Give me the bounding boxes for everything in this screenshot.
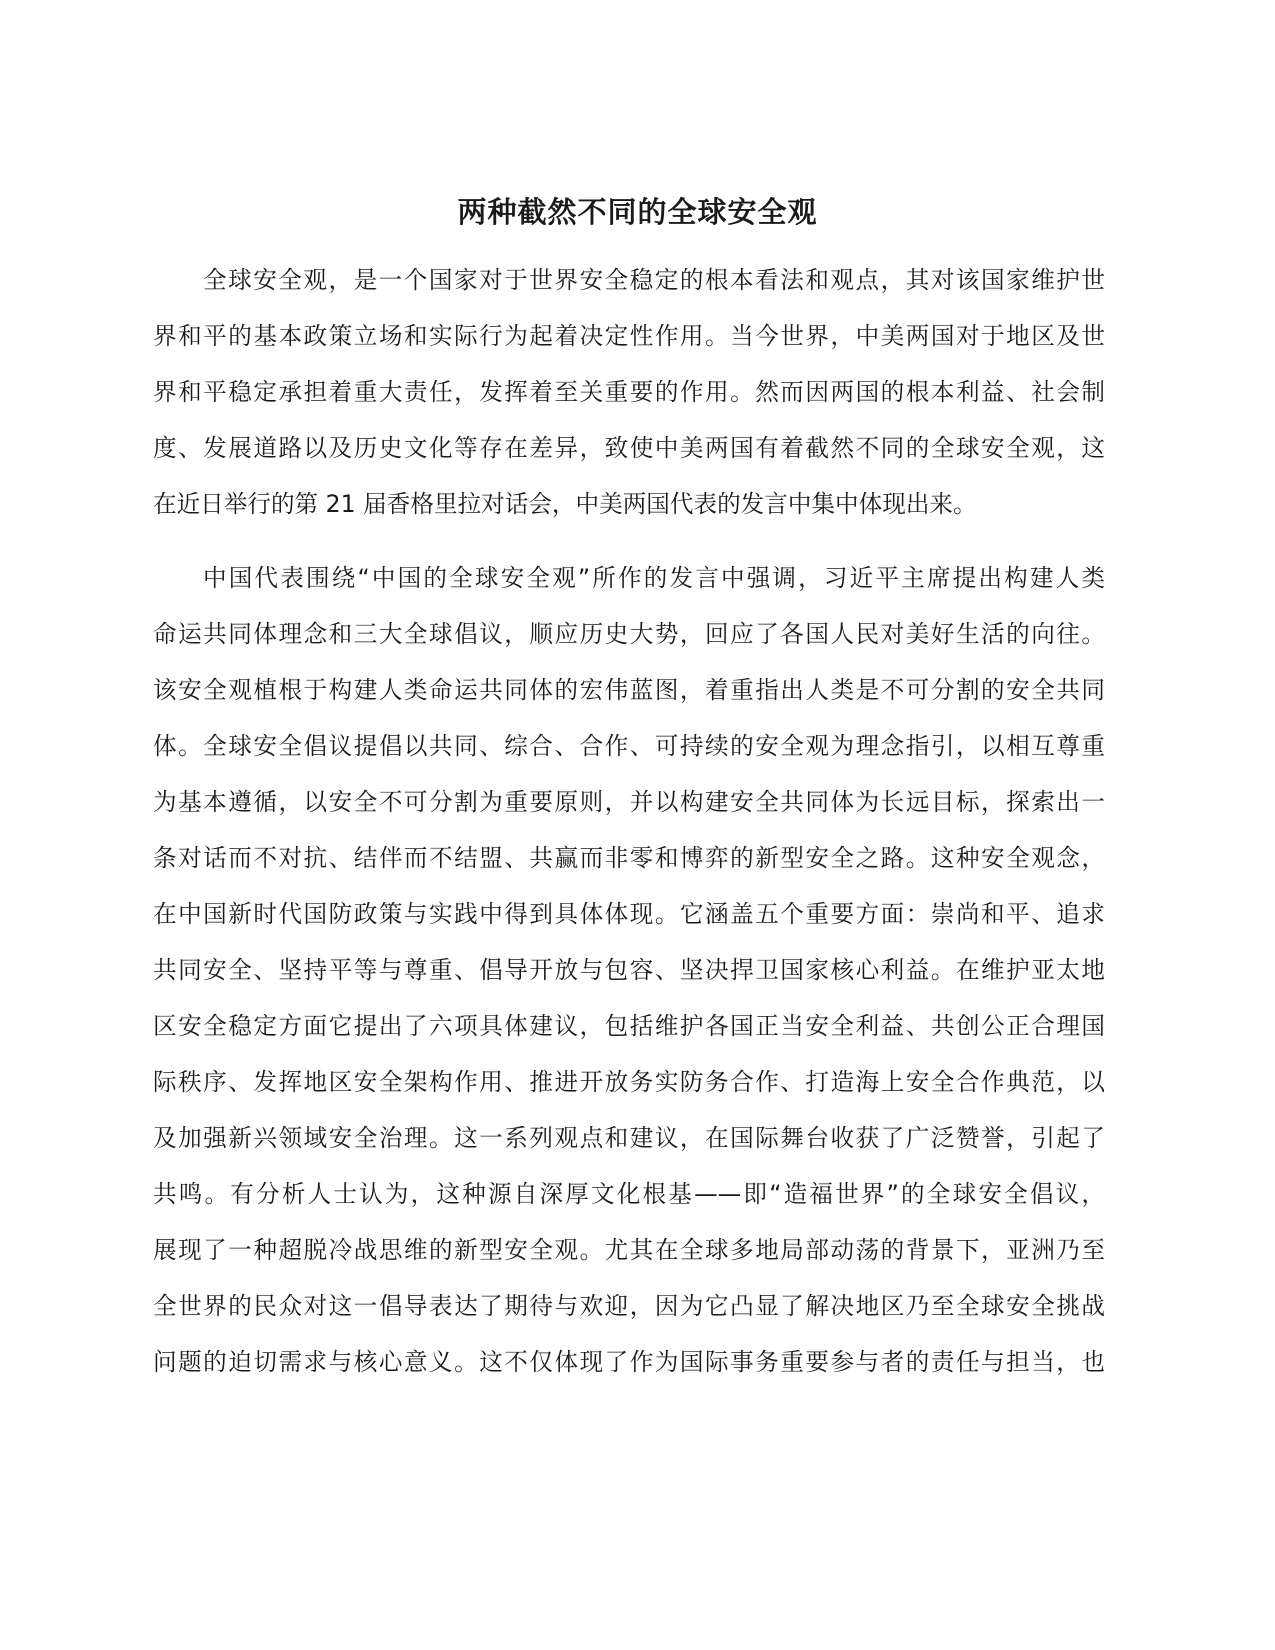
paragraph-2-line-8: 共同安全、坚持平等与尊重、倡导开放与包容、坚决捍卫国家核心利益。在维护亚太地	[153, 956, 1105, 984]
paragraph-1-line-2: 界和平的基本政策立场和实际行为起着决定性作用。当今世界，中美两国对于地区及世	[153, 322, 1105, 350]
paragraph-2-line-1: 中国代表围绕“中国的全球安全观”所作的发言中强调，习近平主席提出构建人类	[203, 564, 1105, 592]
paragraph-2-line-11: 及加强新兴领域安全治理。这一系列观点和建议，在国际舞台收获了广泛赞誉，引起了	[153, 1124, 1105, 1152]
paragraph-2-line-13: 展现了一种超脱冷战思维的新型安全观。尤其在全球多地局部动荡的背景下，亚洲乃至	[153, 1236, 1105, 1264]
paragraph-2-line-6: 条对话而不对抗、结伴而不结盟、共赢而非零和博弈的新型安全之路。这种安全观念，	[153, 844, 1105, 872]
paragraph-1-line-3: 界和平稳定承担着重大责任，发挥着至关重要的作用。然而因两国的根本利益、社会制	[153, 378, 1105, 406]
paragraph-2-line-5: 为基本遵循，以安全不可分割为重要原则，并以构建安全共同体为长远目标，探索出一	[153, 788, 1105, 816]
paragraph-2-line-15: 问题的迫切需求与核心意义。这不仅体现了作为国际事务重要参与者的责任与担当，也	[153, 1348, 1105, 1376]
document-title: 两种截然不同的全球安全观	[457, 195, 818, 229]
paragraph-2-line-2: 命运共同体理念和三大全球倡议，顺应历史大势，回应了各国人民对美好生活的向往。	[153, 620, 1105, 648]
paragraph-1-line-5: 在近日举行的第 21 届香格里拉对话会，中美两国代表的发言中集中体现出来。	[153, 490, 977, 518]
paragraph-1-line-1: 全球安全观，是一个国家对于世界安全稳定的根本看法和观点，其对该国家维护世	[203, 266, 1105, 294]
paragraph-2-line-12: 共鸣。有分析人士认为，这种源自深厚文化根基——即“造福世界”的全球安全倡议，	[153, 1180, 1105, 1208]
paragraph-1-line-4: 度、发展道路以及历史文化等存在差异，致使中美两国有着截然不同的全球安全观，这	[153, 434, 1105, 462]
paragraph-2-line-7: 在中国新时代国防政策与实践中得到具体体现。它涵盖五个重要方面：崇尚和平、追求	[153, 900, 1105, 928]
paragraph-2-line-4: 体。全球安全倡议提倡以共同、综合、合作、可持续的安全观为理念指引，以相互尊重	[153, 732, 1105, 760]
paragraph-2-line-9: 区安全稳定方面它提出了六项具体建议，包括维护各国正当安全利益、共创公正合理国	[153, 1012, 1105, 1040]
paragraph-2-line-3: 该安全观植根于构建人类命运共同体的宏伟蓝图，着重指出人类是不可分割的安全共同	[153, 676, 1105, 704]
paragraph-2-line-14: 全世界的民众对这一倡导表达了期待与欢迎，因为它凸显了解决地区乃至全球安全挑战	[153, 1292, 1105, 1320]
paragraph-2-line-10: 际秩序、发挥地区安全架构作用、推进开放务实防务合作、打造海上安全合作典范，以	[153, 1068, 1105, 1096]
